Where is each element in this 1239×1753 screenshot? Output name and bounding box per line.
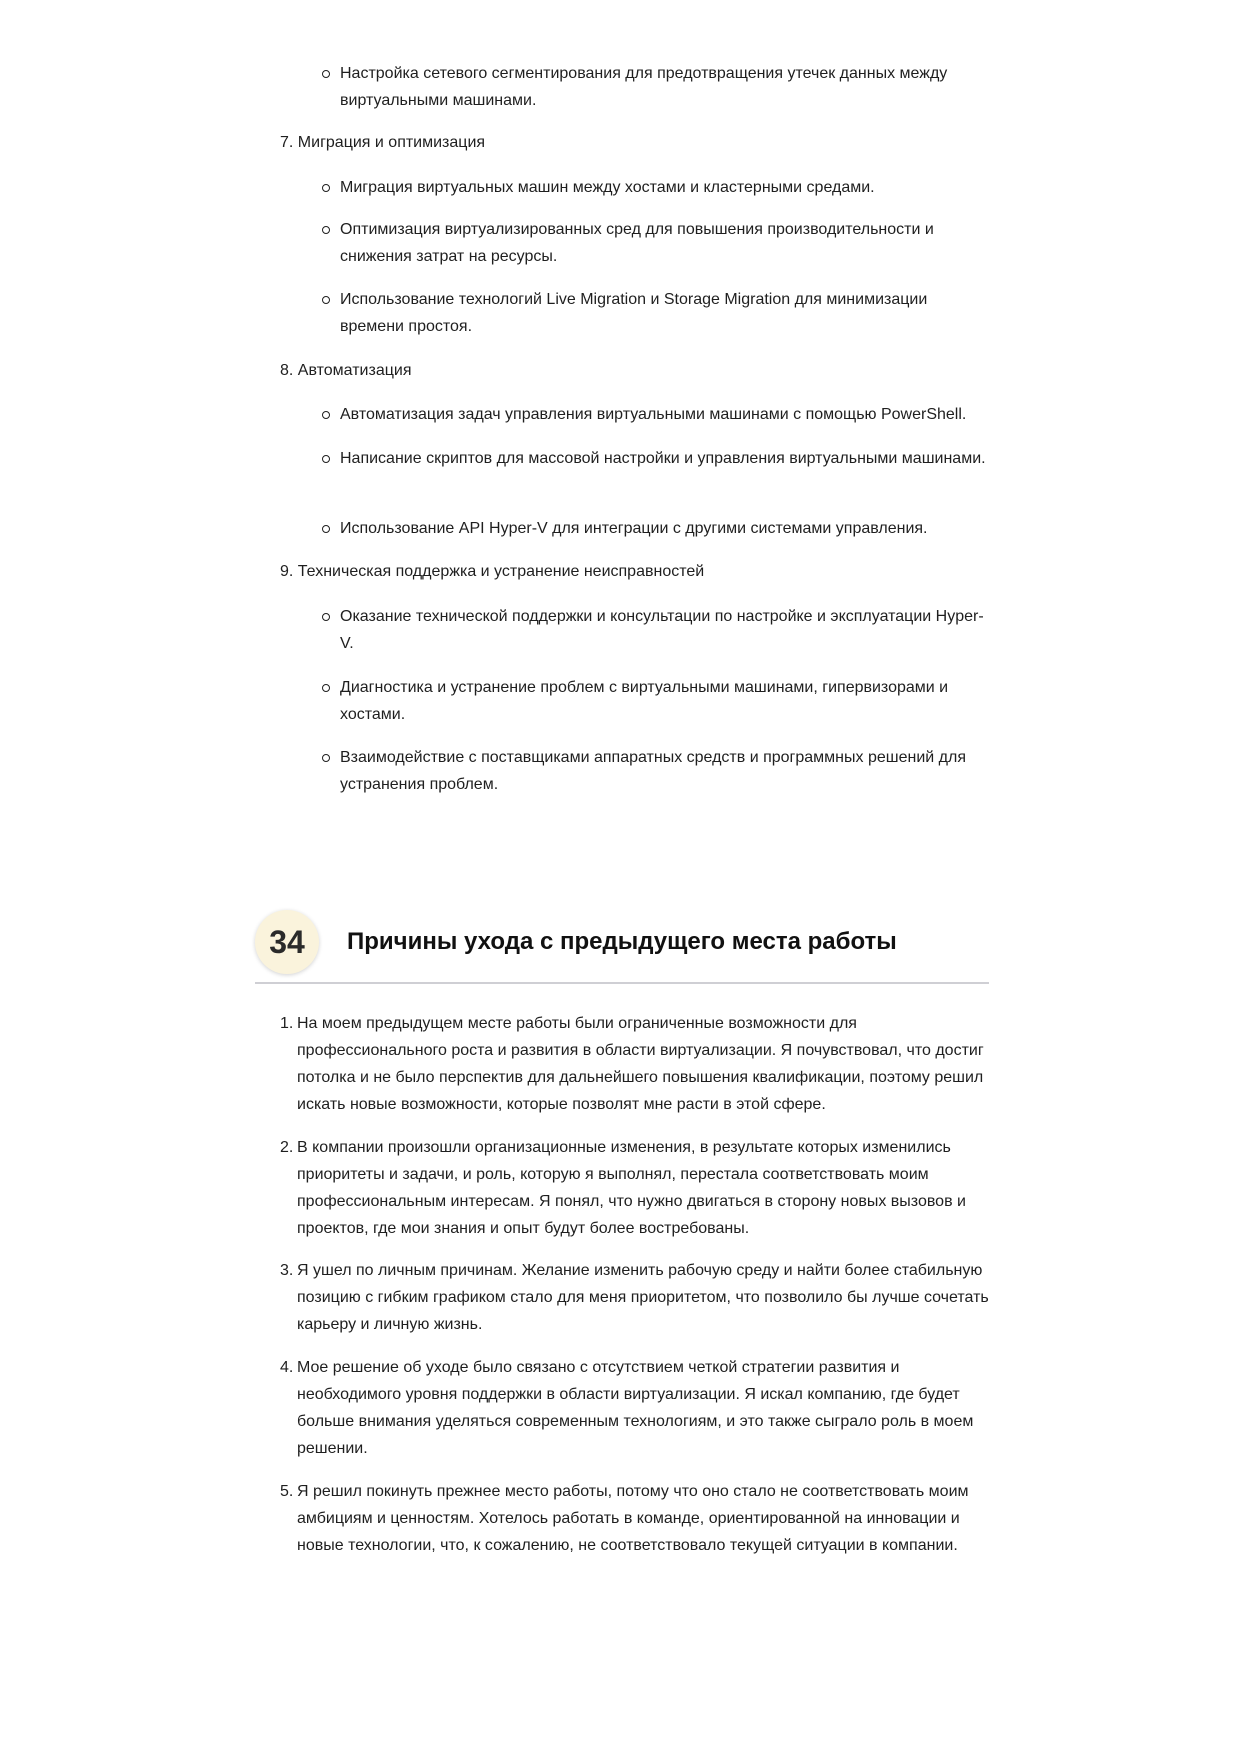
section-number-badge: 34 [255, 910, 319, 974]
item7-bullet-list-2 [340, 216, 992, 270]
section-title: Причины ухода с предыдущего места работы [347, 928, 897, 955]
item8-bullet-list-3 [340, 515, 992, 542]
list-number: 8. [280, 362, 294, 379]
list-item [340, 216, 992, 270]
list-item-9-heading [280, 558, 704, 585]
reason-item-5 [280, 1478, 997, 1559]
bullet-text: Использование технологий Live Migration и Storage Migration для минимизации времени простоя. [340, 291, 928, 335]
reason-text: Я ушел по личным причинам. Желание изменить рабочую среду и найти более стабильную позицию с гибким графиком стало для меня приоритетом, что позволило бы лучше сочетать карьеру и личную жизнь. [297, 1262, 989, 1333]
reason-text: На моем предыдущем месте работы были ограниченные возможности для профессионального роста и развития в области виртуализации. Я почувствовал, что достиг потолка и не было перспектив для дальнейшего повышения квалификации, поэтому решил искать новые возможности, которые позволят мне расти в этой сфере. [297, 1015, 984, 1113]
list-item [340, 174, 992, 201]
item6-bullet-list [340, 60, 992, 114]
bullet-text: Использование API Hyper-V для интеграции с другими системами управления. [340, 520, 928, 537]
list-item-title: Техническая поддержка и устранение неисправностей [297, 563, 705, 580]
item7-bullet-list [340, 174, 992, 201]
list-number: 3. [280, 1262, 294, 1279]
item7-bullet-list-3 [340, 286, 992, 340]
reason-item-1 [280, 1010, 997, 1118]
reason-text: В компании произошли организационные изменения, в результате которых изменились приоритеты и задачи, и роль, которую я выполнял, перестала соответствовать моим профессиональным интересам. Я понял, что нужно двигаться в сторону новых вызовов и проектов, где мои знания и опыт будут более востребованы. [297, 1139, 966, 1237]
section-divider [255, 982, 989, 984]
list-number: 4. [280, 1359, 294, 1376]
list-item-title: Миграция и оптимизация [297, 134, 486, 151]
list-number: 7. [280, 134, 294, 151]
section-header [255, 910, 989, 980]
list-item [340, 603, 992, 657]
list-number: 2. [280, 1139, 294, 1156]
list-item [340, 515, 992, 542]
list-item [340, 445, 992, 472]
bullet-text: Оптимизация виртуализированных сред для повышения производительности и снижения затрат на ресурсы. [340, 221, 934, 265]
bullet-text: Взаимодействие с поставщиками аппаратных средств и программных решений для устранения проблем. [340, 749, 966, 793]
list-item-7-heading [280, 129, 485, 156]
item9-bullet-list [340, 603, 992, 657]
bullet-text: Диагностика и устранение проблем с виртуальными машинами, гипервизорами и хостами. [340, 679, 949, 723]
list-item [340, 674, 992, 728]
item8-bullet-list [340, 401, 992, 428]
list-item-8-heading [280, 357, 411, 384]
bullet-text: Написание скриптов для массовой настройки и управления виртуальными машинами. [340, 450, 986, 467]
bullet-text: Автоматизация задач управления виртуальными машинами с помощью PowerShell. [340, 406, 967, 423]
item9-bullet-list-3 [340, 744, 992, 798]
list-number: 5. [280, 1483, 294, 1500]
item9-bullet-list-2 [340, 674, 992, 728]
bullet-text: Настройка сетевого сегментирования для предотвращения утечек данных между виртуальными машинами. [340, 65, 948, 109]
list-item [340, 60, 992, 114]
list-item [340, 401, 992, 428]
item8-bullet-list-2 [340, 445, 992, 472]
reason-text: Мое решение об уходе было связано с отсутствием четкой стратегии развития и необходимого уровня поддержки в области виртуализации. Я искал компанию, где будет больше внимания уделяться современным технологиям, и это также сыграло роль в моем решении. [297, 1359, 974, 1457]
reason-text: Я решил покинуть прежнее место работы, потому что оно стало не соответствовать моим амбициям и ценностям. Хотелось работать в команде, ориентированной на инновации и новые технологии, что, к сожалению, не соответствовало текущей ситуации в компании. [297, 1483, 969, 1554]
list-number: 9. [280, 563, 294, 580]
reason-item-2 [280, 1134, 997, 1242]
list-number: 1. [280, 1015, 294, 1032]
list-item-title: Автоматизация [297, 362, 412, 379]
bullet-text: Оказание технической поддержки и консультации по настройке и эксплуатации Hyper-V. [340, 608, 984, 652]
list-item [340, 286, 992, 340]
list-item [340, 744, 992, 798]
bullet-text: Миграция виртуальных машин между хостами и кластерными средами. [340, 179, 875, 196]
reason-item-3 [280, 1257, 997, 1338]
reason-item-4 [280, 1354, 997, 1462]
